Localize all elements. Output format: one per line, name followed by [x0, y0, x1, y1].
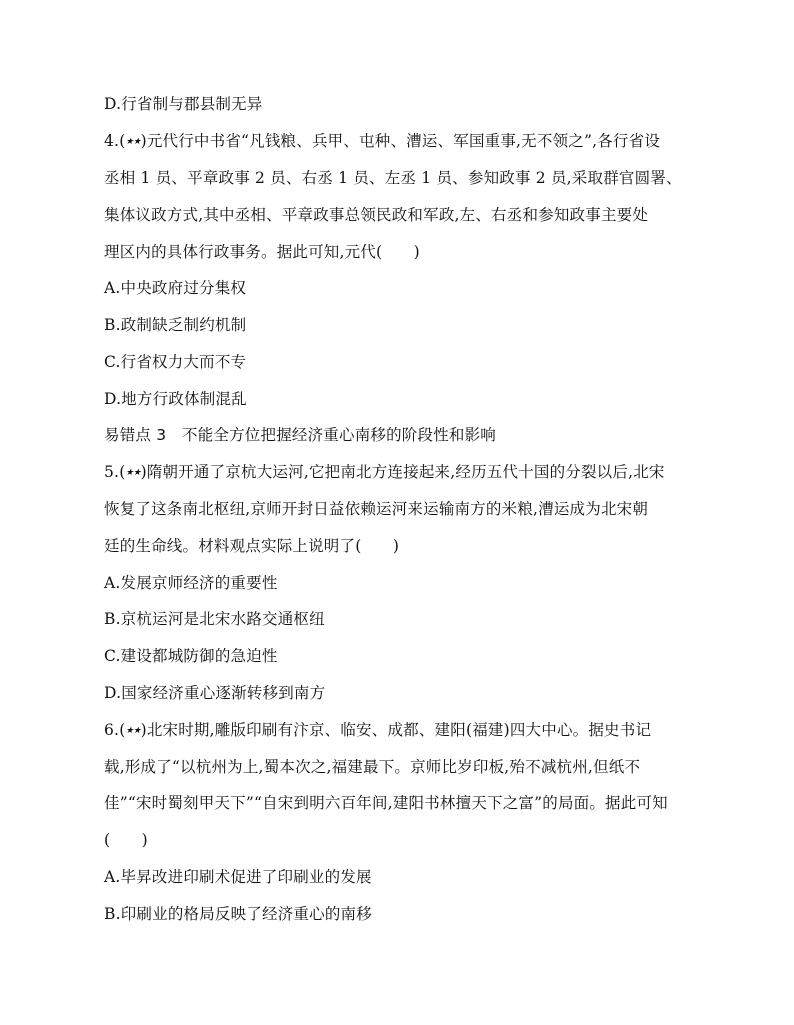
q4-option-c: C.行省权力大而不专: [104, 353, 247, 371]
q4-option-a: A.中央政府过分集权: [104, 279, 247, 297]
q4-option-d: D.地方行政体制混乱: [104, 390, 247, 408]
q4-stem-line-1: [104, 131, 660, 152]
question-text: )元代行中书省“凡钱粮、兵甲、屯种、漕运、军国重事,无不领之”,各行省设: [140, 132, 661, 150]
q5-option-b: B.京杭运河是北宋水路交通枢纽: [104, 610, 325, 628]
q5-stem-line-3: 廷的生命线。材料观点实际上说明了( ): [104, 537, 400, 555]
q4-stem-line-3: 集体议政方式,其中丞相、平章政事总领民政和军政,左、右丞和参知政事主要处: [104, 206, 649, 224]
q5-stem-line-2: 恢复了这条南北枢纽,京师开封日益依赖运河来运输南方的米粮,漕运成为北宋朝: [104, 500, 649, 518]
q6-option-b: B.印刷业的格局反映了经济重心的南移: [104, 905, 372, 923]
difficulty-stars-icon: ★★: [125, 726, 141, 736]
q6-stem-line-2: 载,形成了“以杭州为上,蜀本次之,福建最下。京师比岁印板,殆不减杭州,但纸不: [104, 758, 641, 776]
q5-option-c: C.建设都城防御的急迫性: [104, 647, 278, 665]
q6-answer-blank: ( ): [104, 831, 148, 849]
q5-option-a: A.发展京师经济的重要性: [104, 574, 278, 592]
question-number: 6.(: [104, 721, 126, 739]
q4-option-b: B.政制缺乏制约机制: [104, 316, 247, 334]
q5-option-d: D.国家经济重心逐渐转移到南方: [104, 684, 326, 702]
question-number: 4.(: [104, 132, 126, 150]
section-heading: 易错点 3 不能全方位把握经济重心南移的阶段性和影响: [104, 426, 496, 444]
question-number: 5.(: [104, 463, 126, 481]
q4-stem-line-2: 丞相 1 员、平章政事 2 员、右丞 1 员、左丞 1 员、参知政事 2 员,采取群官圆署、: [104, 169, 682, 187]
q6-option-a: A.毕昇改进印刷术促进了印刷业的发展: [104, 868, 372, 886]
difficulty-stars-icon: ★★: [125, 468, 141, 478]
q4-stem-line-4: 理区内的具体行政事务。据此可知,元代( ): [104, 243, 420, 261]
q3-option-d: D.行省制与郡县制无异: [104, 95, 263, 113]
q5-stem-line-1: [104, 462, 665, 483]
question-text: )北宋时期,雕版印刷有汴京、临安、成都、建阳(福建)四大中心。据史书记: [140, 721, 652, 739]
question-text: )隋朝开通了京杭大运河,它把南北方连接起来,经历五代十国的分裂以后,北宋: [140, 463, 665, 481]
q6-stem-line-3: 佳”“宋时蜀刻甲天下”“自宋到明六百年间,建阳书林擅天下之富”的局面。据此可知: [104, 794, 668, 812]
difficulty-stars-icon: ★★: [125, 137, 141, 147]
q6-stem-line-1: [104, 720, 651, 741]
